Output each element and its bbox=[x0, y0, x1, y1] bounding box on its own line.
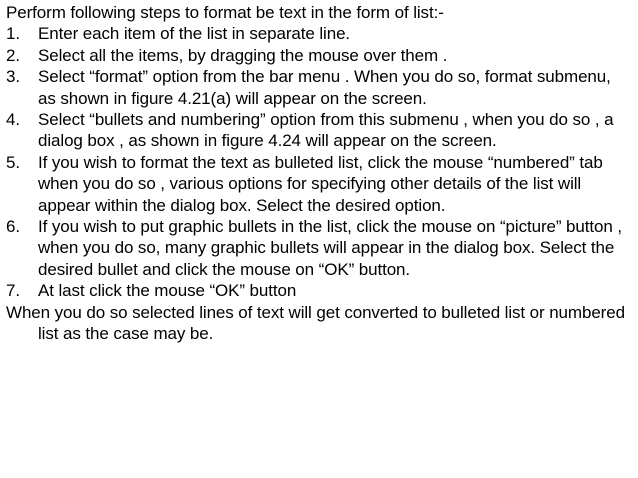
step-text: Select “bullets and numbering” option from this submenu , when you do so , a dialog box , as shown in figure 4.24 will appear on the screen. bbox=[38, 110, 614, 151]
outro-text: When you do so selected lines of text will get converted to bulleted list or numbered list as the case may be. bbox=[6, 302, 625, 344]
step-number: 7. bbox=[6, 281, 20, 301]
list-item bbox=[6, 280, 632, 301]
step-number: 5. bbox=[6, 152, 20, 172]
step-text: Select “format” option from the bar menu . When you do so, format submenu, as shown in figure 4.21(a) will appear on the screen. bbox=[38, 67, 611, 108]
step-text: Enter each item of the list in separate line. bbox=[38, 24, 351, 44]
step-number: 1. bbox=[6, 24, 20, 44]
steps-list bbox=[6, 23, 632, 301]
step-text: If you wish to put graphic bullets in the list, click the mouse on “picture” button , when you do so, many graphic bullets will appear in the dialog box. Select the desired bullet and click the mouse on “OK” button. bbox=[38, 217, 622, 279]
step-text: Select all the items, by dragging the mouse over them . bbox=[38, 45, 448, 65]
list-item bbox=[6, 152, 632, 216]
step-text: At last click the mouse “OK” button bbox=[38, 281, 297, 301]
list-item bbox=[6, 216, 632, 280]
intro-text: Perform following steps to format be text in the form of list:- bbox=[6, 3, 444, 22]
list-item bbox=[6, 109, 632, 152]
step-text: If you wish to format the text as bulleted list, click the mouse “numbered” tab when you do so , various options for specifying other details of the list will appear within the dialog box. Select the desired option. bbox=[38, 152, 603, 215]
list-item bbox=[6, 45, 632, 66]
step-number: 6. bbox=[6, 217, 20, 237]
step-number: 4. bbox=[6, 110, 20, 130]
list-item bbox=[6, 23, 632, 44]
step-number: 2. bbox=[6, 45, 20, 65]
list-item bbox=[6, 66, 632, 109]
step-number: 3. bbox=[6, 67, 20, 87]
